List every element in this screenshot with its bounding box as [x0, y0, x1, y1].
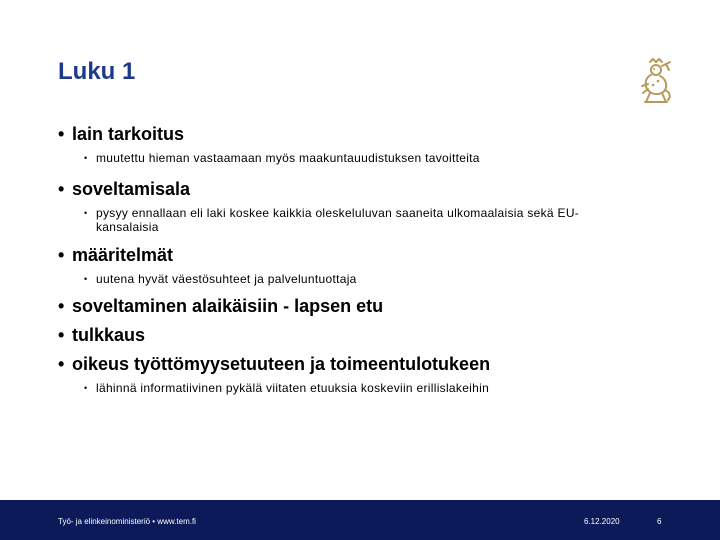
- footer-organization: Työ- ja elinkeinoministeriö • www.tem.fi: [58, 517, 196, 526]
- bullet-maaritelmat: • määritelmät: [58, 243, 658, 267]
- sub-bullet: • uutena hyvät väestösuhteet ja palveluntuottaja: [58, 272, 658, 286]
- bullet-oikeus-tyottomyysetuuteen: • oikeus työttömyysetuuteen ja toimeentulotukeen: [58, 352, 658, 376]
- sub-bullet: • lähinnä informatiivinen pykälä viitaten etuuksia koskeviin erillislakeihin: [58, 381, 658, 395]
- bullet-soveltamisala: • soveltamisala: [58, 177, 658, 201]
- finnish-lion-crest-icon: [636, 56, 676, 106]
- bullet-lain-tarkoitus: • lain tarkoitus: [58, 122, 658, 146]
- footer-date: 6.12.2020: [584, 517, 620, 526]
- sub-bullet: • pysyy ennallaan eli laki koskee kaikkia oleskeluluvan saaneita ulkomaalaisia sekä EU-kansalaisia: [58, 206, 628, 234]
- slide-content: [58, 122, 658, 395]
- slide-title: Luku 1: [58, 58, 136, 85]
- page-number: 6: [657, 517, 662, 526]
- footer-bar: [0, 500, 720, 540]
- bullet-tulkkaus: • tulkkaus: [58, 323, 658, 347]
- sub-bullet: • muutettu hieman vastaamaan myös maakuntauudistuksen tavoitteita: [58, 151, 658, 165]
- bullet-soveltaminen-alaikaisiin: • soveltaminen alaikäisiin - lapsen etu: [58, 294, 658, 318]
